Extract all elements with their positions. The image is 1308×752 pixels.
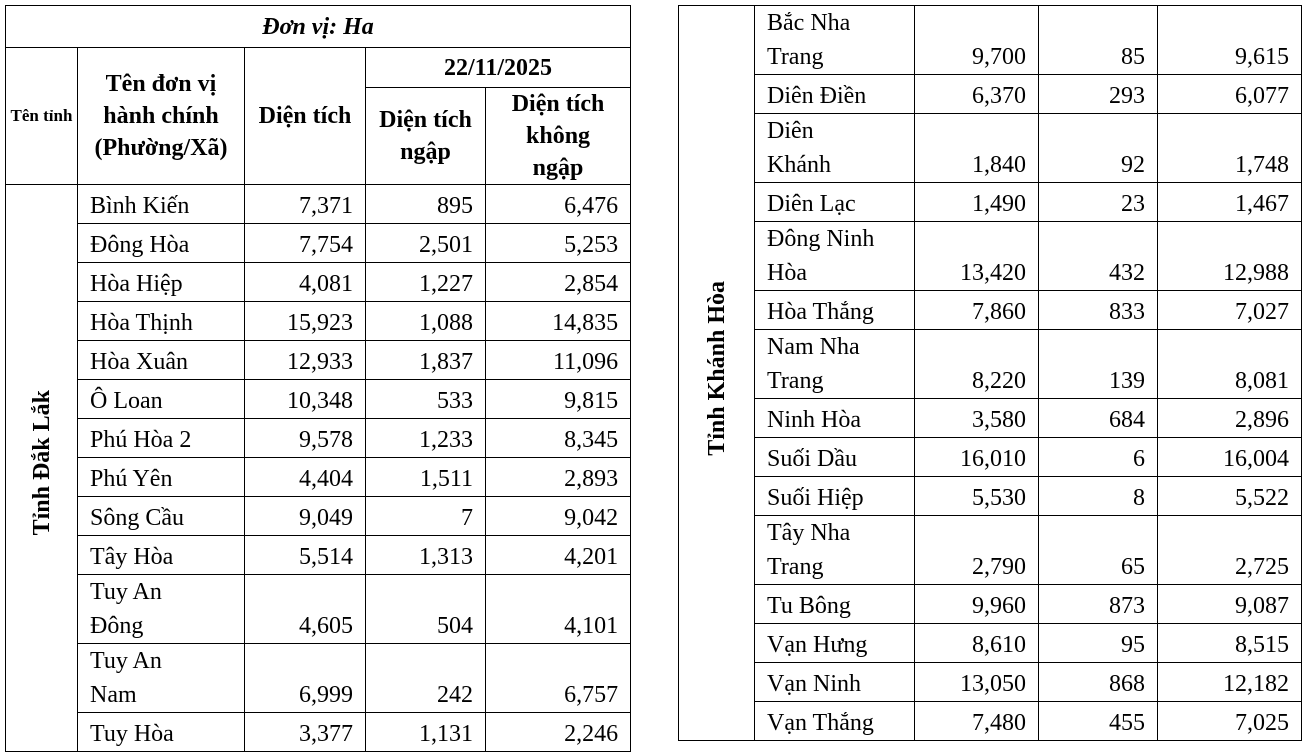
flooded-value: 92 xyxy=(1039,114,1158,183)
unit-name: Nam Nha Trang xyxy=(755,330,915,399)
unit-name: Bắc Nha Trang xyxy=(755,6,915,75)
not-flooded-value: 16,004 xyxy=(1158,438,1302,477)
area-value: 16,010 xyxy=(915,438,1039,477)
table-row xyxy=(679,516,1302,585)
unit-name: Ninh Hòa xyxy=(755,399,915,438)
flooded-value: 432 xyxy=(1039,222,1158,291)
flooded-value: 1,313 xyxy=(366,536,486,575)
unit-name: Đông Hòa xyxy=(78,224,245,263)
area-value: 4,081 xyxy=(245,263,366,302)
flooded-value: 868 xyxy=(1039,663,1158,702)
unit-name: Tây Hòa xyxy=(78,536,245,575)
flooded-value: 293 xyxy=(1039,75,1158,114)
unit-name: Vạn Thắng xyxy=(755,702,915,741)
unit-name: Diên Khánh xyxy=(755,114,915,183)
flooded-value: 95 xyxy=(1039,624,1158,663)
not-flooded-value: 8,081 xyxy=(1158,330,1302,399)
area-value: 9,960 xyxy=(915,585,1039,624)
table-row xyxy=(6,644,631,713)
flooded-value: 873 xyxy=(1039,585,1158,624)
flooded-value: 1,233 xyxy=(366,419,486,458)
flooded-value: 1,511 xyxy=(366,458,486,497)
flood-area-table-dak-lak xyxy=(5,5,631,752)
area-value: 9,578 xyxy=(245,419,366,458)
table-row xyxy=(679,702,1302,741)
header-province: Tên tỉnh xyxy=(6,48,78,185)
not-flooded-value: 11,096 xyxy=(486,341,631,380)
unit-name: Vạn Hưng xyxy=(755,624,915,663)
flooded-value: 242 xyxy=(366,644,486,713)
table-row xyxy=(6,263,631,302)
flooded-value: 8 xyxy=(1039,477,1158,516)
not-flooded-value: 6,757 xyxy=(486,644,631,713)
area-value: 6,370 xyxy=(915,75,1039,114)
not-flooded-value: 7,027 xyxy=(1158,291,1302,330)
area-value: 13,420 xyxy=(915,222,1039,291)
flooded-value: 2,501 xyxy=(366,224,486,263)
table-row xyxy=(6,341,631,380)
unit-name: Tuy Hòa xyxy=(78,713,245,752)
unit-name: Hòa Thịnh xyxy=(78,302,245,341)
unit-name: Vạn Ninh xyxy=(755,663,915,702)
province-cell xyxy=(679,6,755,741)
not-flooded-value: 14,835 xyxy=(486,302,631,341)
flooded-value: 684 xyxy=(1039,399,1158,438)
area-value: 7,860 xyxy=(915,291,1039,330)
flooded-value: 455 xyxy=(1039,702,1158,741)
area-value: 2,790 xyxy=(915,516,1039,585)
area-value: 6,999 xyxy=(245,644,366,713)
not-flooded-value: 6,077 xyxy=(1158,75,1302,114)
not-flooded-value: 2,896 xyxy=(1158,399,1302,438)
table-row xyxy=(6,185,631,224)
table-row xyxy=(6,419,631,458)
area-value: 3,580 xyxy=(915,399,1039,438)
not-flooded-value: 5,253 xyxy=(486,224,631,263)
table-row xyxy=(679,222,1302,291)
area-value: 5,530 xyxy=(915,477,1039,516)
flooded-value: 895 xyxy=(366,185,486,224)
unit-label: Đơn vị: Ha xyxy=(6,6,631,48)
province-cell xyxy=(6,185,78,752)
flooded-value: 1,131 xyxy=(366,713,486,752)
not-flooded-value: 12,988 xyxy=(1158,222,1302,291)
flood-area-table-khanh-hoa xyxy=(678,5,1302,741)
header-unit-name: Tên đơn vị hành chính (Phường/Xã) xyxy=(78,48,245,185)
not-flooded-value: 1,748 xyxy=(1158,114,1302,183)
header-not-flooded: Diện tích không ngập xyxy=(486,88,631,185)
unit-name: Tu Bông xyxy=(755,585,915,624)
unit-name: Diên Điền xyxy=(755,75,915,114)
area-value: 1,840 xyxy=(915,114,1039,183)
flooded-value: 504 xyxy=(366,575,486,644)
area-value: 7,754 xyxy=(245,224,366,263)
not-flooded-value: 7,025 xyxy=(1158,702,1302,741)
area-value: 9,049 xyxy=(245,497,366,536)
area-value: 4,404 xyxy=(245,458,366,497)
table-row xyxy=(679,291,1302,330)
table-row xyxy=(6,497,631,536)
area-value: 12,933 xyxy=(245,341,366,380)
flooded-value: 7 xyxy=(366,497,486,536)
table-row xyxy=(679,663,1302,702)
not-flooded-value: 9,042 xyxy=(486,497,631,536)
not-flooded-value: 4,201 xyxy=(486,536,631,575)
unit-name: Diên Lạc xyxy=(755,183,915,222)
flooded-value: 1,088 xyxy=(366,302,486,341)
not-flooded-value: 9,087 xyxy=(1158,585,1302,624)
header-date: 22/11/2025 xyxy=(366,48,631,88)
table-row xyxy=(679,6,1302,75)
unit-name: Hòa Xuân xyxy=(78,341,245,380)
area-value: 7,480 xyxy=(915,702,1039,741)
unit-name: Suối Dầu xyxy=(755,438,915,477)
not-flooded-value: 6,476 xyxy=(486,185,631,224)
table-row xyxy=(679,183,1302,222)
flooded-value: 65 xyxy=(1039,516,1158,585)
unit-name: Phú Yên xyxy=(78,458,245,497)
header-area: Diện tích xyxy=(245,48,366,185)
unit-name: Bình Kiến xyxy=(78,185,245,224)
not-flooded-value: 8,515 xyxy=(1158,624,1302,663)
province-name: Tỉnh Đắk Lắk xyxy=(28,390,55,536)
flooded-value: 533 xyxy=(366,380,486,419)
area-value: 7,371 xyxy=(245,185,366,224)
flooded-value: 1,837 xyxy=(366,341,486,380)
table-row xyxy=(6,458,631,497)
not-flooded-value: 12,182 xyxy=(1158,663,1302,702)
area-value: 9,700 xyxy=(915,6,1039,75)
not-flooded-value: 1,467 xyxy=(1158,183,1302,222)
table-row xyxy=(679,585,1302,624)
area-value: 1,490 xyxy=(915,183,1039,222)
not-flooded-value: 2,854 xyxy=(486,263,631,302)
not-flooded-value: 4,101 xyxy=(486,575,631,644)
table-row xyxy=(679,477,1302,516)
table-row xyxy=(679,624,1302,663)
not-flooded-value: 9,815 xyxy=(486,380,631,419)
unit-name: Suối Hiệp xyxy=(755,477,915,516)
flooded-value: 139 xyxy=(1039,330,1158,399)
flooded-value: 85 xyxy=(1039,6,1158,75)
unit-name: Hòa Thắng xyxy=(755,291,915,330)
unit-name: Đông Ninh Hòa xyxy=(755,222,915,291)
not-flooded-value: 2,893 xyxy=(486,458,631,497)
area-value: 4,605 xyxy=(245,575,366,644)
area-value: 8,220 xyxy=(915,330,1039,399)
unit-name: Hòa Hiệp xyxy=(78,263,245,302)
flooded-value: 833 xyxy=(1039,291,1158,330)
not-flooded-value: 9,615 xyxy=(1158,6,1302,75)
table-row xyxy=(6,224,631,263)
area-value: 10,348 xyxy=(245,380,366,419)
not-flooded-value: 2,246 xyxy=(486,713,631,752)
header-flooded: Diện tích ngập xyxy=(366,88,486,185)
table-row xyxy=(6,302,631,341)
not-flooded-value: 8,345 xyxy=(486,419,631,458)
province-name: Tỉnh Khánh Hòa xyxy=(703,280,730,456)
area-value: 8,610 xyxy=(915,624,1039,663)
table-row xyxy=(6,575,631,644)
table-row xyxy=(679,75,1302,114)
area-value: 3,377 xyxy=(245,713,366,752)
table-row xyxy=(679,114,1302,183)
flooded-value: 6 xyxy=(1039,438,1158,477)
table-row xyxy=(679,438,1302,477)
table-row xyxy=(6,536,631,575)
unit-name: Tuy An Nam xyxy=(78,644,245,713)
table-row xyxy=(679,330,1302,399)
flooded-value: 1,227 xyxy=(366,263,486,302)
area-value: 13,050 xyxy=(915,663,1039,702)
unit-name: Tuy An Đông xyxy=(78,575,245,644)
not-flooded-value: 5,522 xyxy=(1158,477,1302,516)
area-value: 15,923 xyxy=(245,302,366,341)
unit-name: Tây Nha Trang xyxy=(755,516,915,585)
table-row xyxy=(6,380,631,419)
not-flooded-value: 2,725 xyxy=(1158,516,1302,585)
table-row xyxy=(679,399,1302,438)
area-value: 5,514 xyxy=(245,536,366,575)
unit-name: Sông Cầu xyxy=(78,497,245,536)
unit-name: Phú Hòa 2 xyxy=(78,419,245,458)
flooded-value: 23 xyxy=(1039,183,1158,222)
unit-name: Ô Loan xyxy=(78,380,245,419)
